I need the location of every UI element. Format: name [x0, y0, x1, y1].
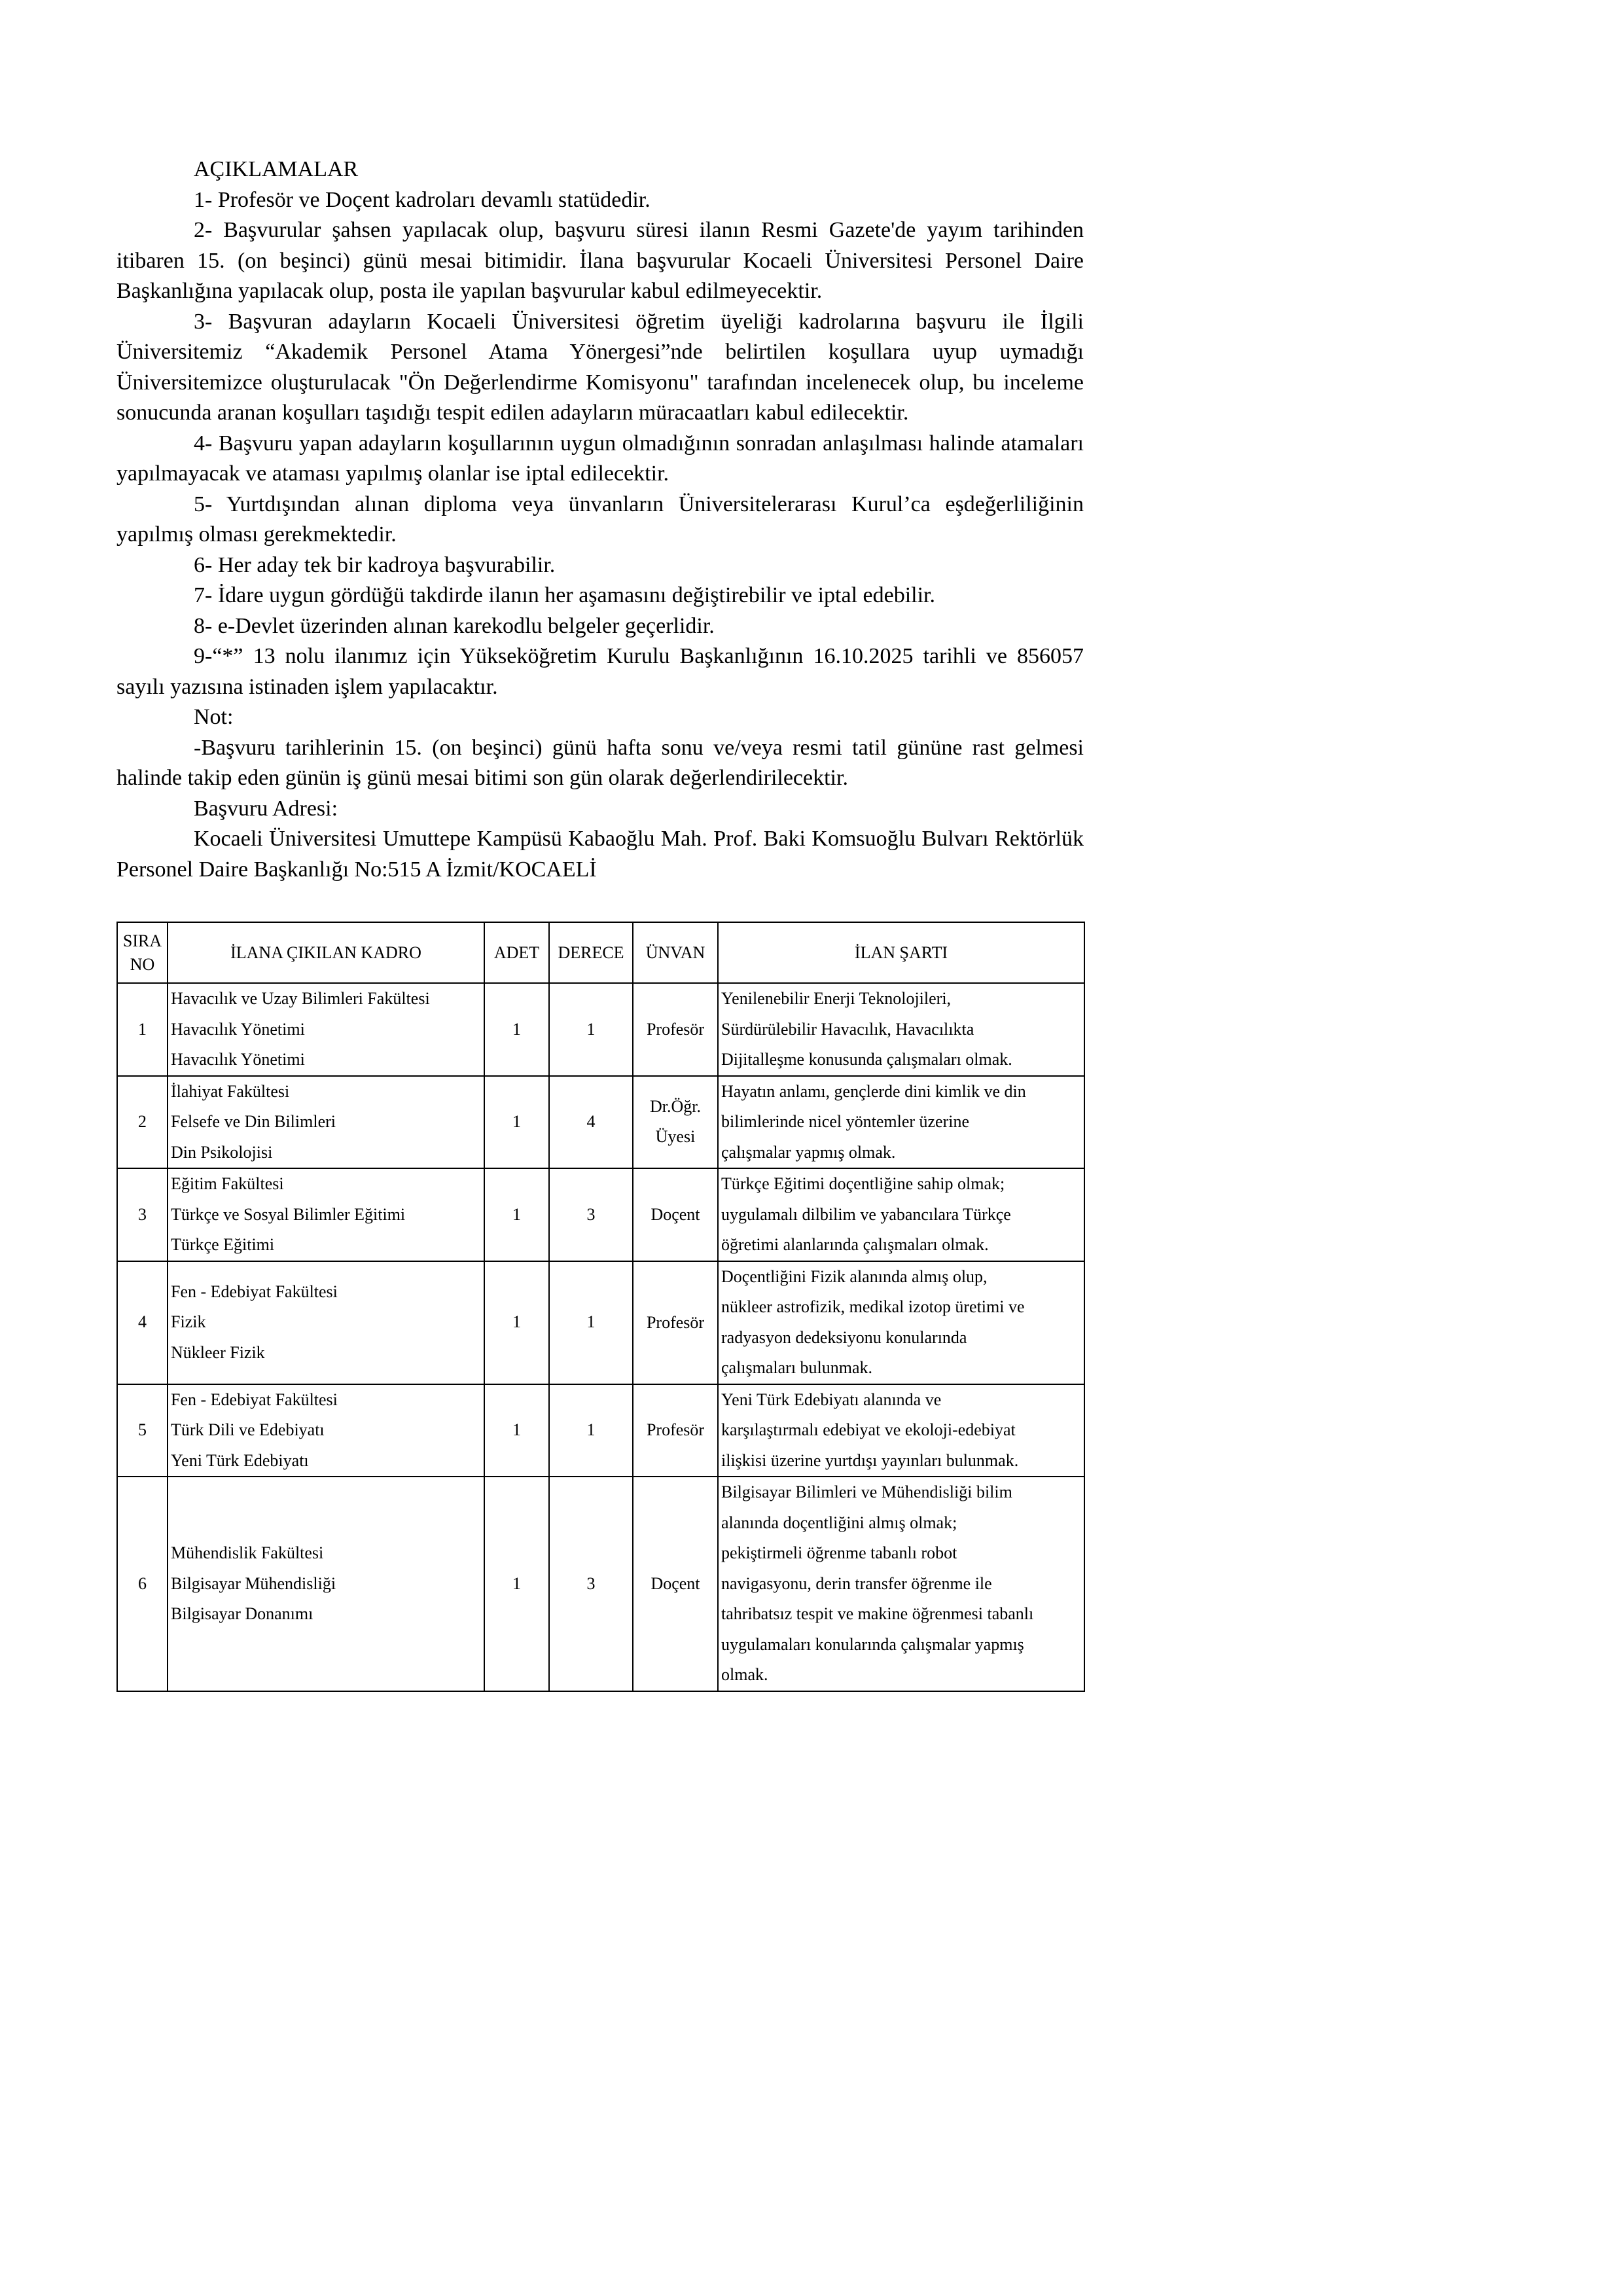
table-body	[117, 983, 1084, 1691]
announcement-table	[116, 922, 1085, 1692]
cell-ilan-sarti-line: çalışmaları bulunmak.	[721, 1358, 873, 1377]
cell-ilan-sarti-line: nükleer astrofizik, medikal izotop üretimi ve	[721, 1297, 1025, 1316]
header-kadro: İLANA ÇIKILAN KADRO	[168, 922, 484, 983]
cell-ilan-sarti-line: olmak.	[721, 1665, 768, 1684]
cell-ilan-sarti-line: tahribatsız tespit ve makine öğrenmesi tabanlı	[721, 1604, 1034, 1623]
cell-unvan-line: Dr.Öğr.	[650, 1097, 701, 1117]
cell-adet: 1	[484, 1261, 549, 1384]
cell-derece: 1	[549, 983, 633, 1076]
cell-ilan-sarti-line: Hayatın anlamı, gençlerde dini kimlik ve din	[721, 1081, 1026, 1101]
cell-kadro-line: Bilgisayar Donanımı	[171, 1604, 313, 1623]
cell-ilan-sarti-line: uygulamalı dilbilim ve yabancılara Türkçe	[721, 1204, 1011, 1224]
cell-unvan	[633, 1261, 718, 1384]
table-header-row	[117, 922, 1084, 983]
header-ilan-sarti: İLAN ŞARTI	[718, 922, 1084, 983]
address-text: Kocaeli Üniversitesi Umuttepe Kampüsü Kabaoğlu Mah. Prof. Baki Komsuoğlu Bulvarı Rektörlük Personel Daire Başkanlığı No:515 A İzmit/KOCAELİ	[116, 827, 1084, 882]
note-text: -Başvuru tarihlerinin 15. (on beşinci) günü hafta sonu ve/veya resmi tatil gününe rast gelmesi halinde takip eden günün iş günü mesai bitimi son gün olarak değerlendirilecektir.	[116, 735, 1084, 790]
cell-ilan-sarti-line: çalışmalar yapmış olmak.	[721, 1142, 896, 1162]
cell-ilan-sarti	[718, 1384, 1084, 1477]
address-label: Başvuru Adresi:	[194, 796, 338, 821]
cell-kadro-line: Fen - Edebiyat Fakültesi	[171, 1282, 338, 1301]
cell-sira-no: 5	[117, 1384, 168, 1477]
cell-ilan-sarti-line: uygulamaları konularında çalışmalar yapmış	[721, 1634, 1024, 1654]
cell-kadro-line: Fizik	[171, 1312, 206, 1332]
table-row	[117, 1261, 1084, 1384]
cell-unvan-line: Doçent	[651, 1573, 700, 1593]
cell-unvan	[633, 983, 718, 1076]
cell-ilan-sarti-line: Yenilenebilir Enerji Teknolojileri,	[721, 989, 952, 1008]
cell-kadro	[168, 1384, 484, 1477]
cell-kadro-line: Türkçe ve Sosyal Bilimler Eğitimi	[171, 1204, 406, 1224]
cell-ilan-sarti-line: Yeni Türk Edebiyatı alanında ve	[721, 1390, 942, 1409]
cell-derece: 3	[549, 1168, 633, 1261]
cell-ilan-sarti-line: Türkçe Eğitimi doçentliğine sahip olmak;	[721, 1174, 1005, 1193]
explanation-item-3: 3- Başvuran adayların Kocaeli Üniversitesi öğretim üyeliği kadrolarına başvuru ile İlgili Üniversitemiz “Akademik Personel Atama Yönergesi”nde belirtilen koşullara uyup uymadığı Üniversitemizce oluşturulacak "Ön Değerlendirme Komisyonu" tarafından incelenecek olup, bu inceleme sonucunda aranan koşulları taşıdığı tespit edilen adayların müracaatları kabul edilecektir.	[116, 309, 1084, 425]
cell-adet: 1	[484, 1168, 549, 1261]
cell-ilan-sarti-line: öğretimi alanlarında çalışmaları olmak.	[721, 1235, 989, 1254]
cell-unvan	[633, 1477, 718, 1691]
cell-kadro	[168, 1261, 484, 1384]
cell-unvan	[633, 1076, 718, 1169]
note-label: Not:	[194, 705, 234, 729]
cell-adet: 1	[484, 1384, 549, 1477]
cell-ilan-sarti-line: Sürdürülebilir Havacılık, Havacılıkta	[721, 1019, 974, 1039]
cell-kadro	[168, 1477, 484, 1691]
explanation-item-2: 2- Başvurular şahsen yapılacak olup, başvuru süresi ilanın Resmi Gazete'de yayım tarihinden itibaren 15. (on beşinci) günü mesai bitimidir. İlana başvurular Kocaeli Üniversitesi Personel Daire Başkanlığına yapılacak olup, posta ile yapılan başvurular kabul edilmeyecektir.	[116, 218, 1084, 303]
cell-kadro-line: Mühendislik Fakültesi	[171, 1543, 324, 1562]
table-row	[117, 1477, 1084, 1691]
cell-ilan-sarti	[718, 1076, 1084, 1169]
cell-kadro-line: Nükleer Fizik	[171, 1342, 265, 1362]
cell-kadro	[168, 1076, 484, 1169]
cell-unvan	[633, 1384, 718, 1477]
cell-kadro-line: Havacılık Yönetimi	[171, 1050, 305, 1069]
cell-ilan-sarti-line: karşılaştırmalı edebiyat ve ekoloji-edebiyat	[721, 1420, 1016, 1439]
cell-ilan-sarti-line: radyasyon dedeksiyonu konularında	[721, 1327, 967, 1347]
cell-ilan-sarti-line: Doçentliğini Fizik alanında almış olup,	[721, 1266, 988, 1286]
cell-ilan-sarti	[718, 1168, 1084, 1261]
header-derece: DERECE	[549, 922, 633, 983]
cell-kadro	[168, 983, 484, 1076]
explanation-item-4: 4- Başvuru yapan adayların koşullarının uygun olmadığının sonradan anlaşılması halinde atamaları yapılmayacak ve ataması yapılmış olanlar ise iptal edilecektir.	[116, 431, 1084, 486]
cell-unvan-line: Üyesi	[655, 1127, 696, 1147]
cell-kadro-line: Fen - Edebiyat Fakültesi	[171, 1390, 338, 1409]
header-unvan: ÜNVAN	[633, 922, 718, 983]
cell-unvan	[633, 1168, 718, 1261]
cell-ilan-sarti-line: Dijitalleşme konusunda çalışmaları olmak.	[721, 1050, 1012, 1069]
cell-sira-no: 2	[117, 1076, 168, 1169]
cell-kadro-line: Din Psikolojisi	[171, 1142, 273, 1162]
cell-ilan-sarti-line: alanında doçentliğini almış olmak;	[721, 1513, 957, 1532]
cell-kadro-line: Havacılık Yönetimi	[171, 1019, 305, 1039]
cell-derece: 3	[549, 1477, 633, 1691]
cell-ilan-sarti-line: ilişkisi üzerine yurtdışı yayınları bulunmak.	[721, 1450, 1019, 1470]
cell-kadro-line: Türk Dili ve Edebiyatı	[171, 1420, 325, 1439]
header-adet: ADET	[484, 922, 549, 983]
table-row	[117, 1076, 1084, 1169]
cell-kadro	[168, 1168, 484, 1261]
cell-ilan-sarti	[718, 1261, 1084, 1384]
cell-sira-no: 6	[117, 1477, 168, 1691]
explanation-item-6: 6- Her aday tek bir kadroya başvurabilir.	[194, 552, 556, 577]
cell-kadro-line: Eğitim Fakültesi	[171, 1174, 284, 1193]
explanation-item-1: 1- Profesör ve Doçent kadroları devamlı statüdedir.	[194, 187, 651, 212]
header-sira-no	[117, 922, 168, 983]
cell-ilan-sarti-line: navigasyonu, derin transfer öğrenme ile	[721, 1573, 992, 1593]
cell-kadro-line: İlahiyat Fakültesi	[171, 1081, 290, 1101]
cell-ilan-sarti-line: pekiştirmeli öğrenme tabanlı robot	[721, 1543, 957, 1562]
cell-unvan-line: Profesör	[646, 1420, 705, 1440]
cell-derece: 1	[549, 1261, 633, 1384]
header-no-label: NO	[130, 954, 155, 974]
cell-adet: 1	[484, 983, 549, 1076]
cell-unvan-line: Doçent	[651, 1204, 700, 1224]
cell-derece: 4	[549, 1076, 633, 1169]
cell-ilan-sarti	[718, 1477, 1084, 1691]
explanation-item-7: 7- İdare uygun gördüğü takdirde ilanın her aşamasını değiştirebilir ve iptal edebilir.	[194, 583, 936, 607]
table-row	[117, 1384, 1084, 1477]
cell-sira-no: 4	[117, 1261, 168, 1384]
cell-unvan-line: Profesör	[646, 1312, 705, 1332]
explanations-heading: AÇIKLAMALAR	[194, 157, 359, 181]
cell-kadro-line: Bilgisayar Mühendisliği	[171, 1573, 336, 1593]
cell-kadro-line: Felsefe ve Din Bilimleri	[171, 1112, 336, 1131]
cell-kadro-line: Türkçe Eğitimi	[171, 1235, 275, 1254]
cell-ilan-sarti-line: bilimlerinde nicel yöntemler üzerine	[721, 1112, 970, 1131]
cell-derece: 1	[549, 1384, 633, 1477]
header-sira-label: SIRA	[122, 931, 162, 950]
cell-ilan-sarti	[718, 983, 1084, 1076]
explanations-section	[116, 154, 1084, 885]
explanation-item-8: 8- e-Devlet üzerinden alınan karekodlu belgeler geçerlidir.	[194, 613, 715, 638]
explanation-item-5: 5- Yurtdışından alınan diploma veya ünvanların Üniversitelerarası Kurul’ca eşdeğerliliğinin yapılmış olması gerekmektedir.	[116, 492, 1084, 547]
cell-ilan-sarti-line: Bilgisayar Bilimleri ve Mühendisliği bilim	[721, 1482, 1012, 1501]
table-row	[117, 1168, 1084, 1261]
cell-adet: 1	[484, 1477, 549, 1691]
cell-kadro-line: Havacılık ve Uzay Bilimleri Fakültesi	[171, 989, 430, 1008]
cell-sira-no: 1	[117, 983, 168, 1076]
cell-unvan-line: Profesör	[646, 1019, 705, 1039]
cell-kadro-line: Yeni Türk Edebiyatı	[171, 1450, 309, 1470]
explanation-item-9: 9-“*” 13 nolu ilanımız için Yükseköğretim Kurulu Başkanlığının 16.10.2025 tarihli ve 856057 sayılı yazısına istinaden işlem yapılacaktır.	[116, 644, 1084, 699]
cell-adet: 1	[484, 1076, 549, 1169]
table-row	[117, 983, 1084, 1076]
cell-sira-no: 3	[117, 1168, 168, 1261]
